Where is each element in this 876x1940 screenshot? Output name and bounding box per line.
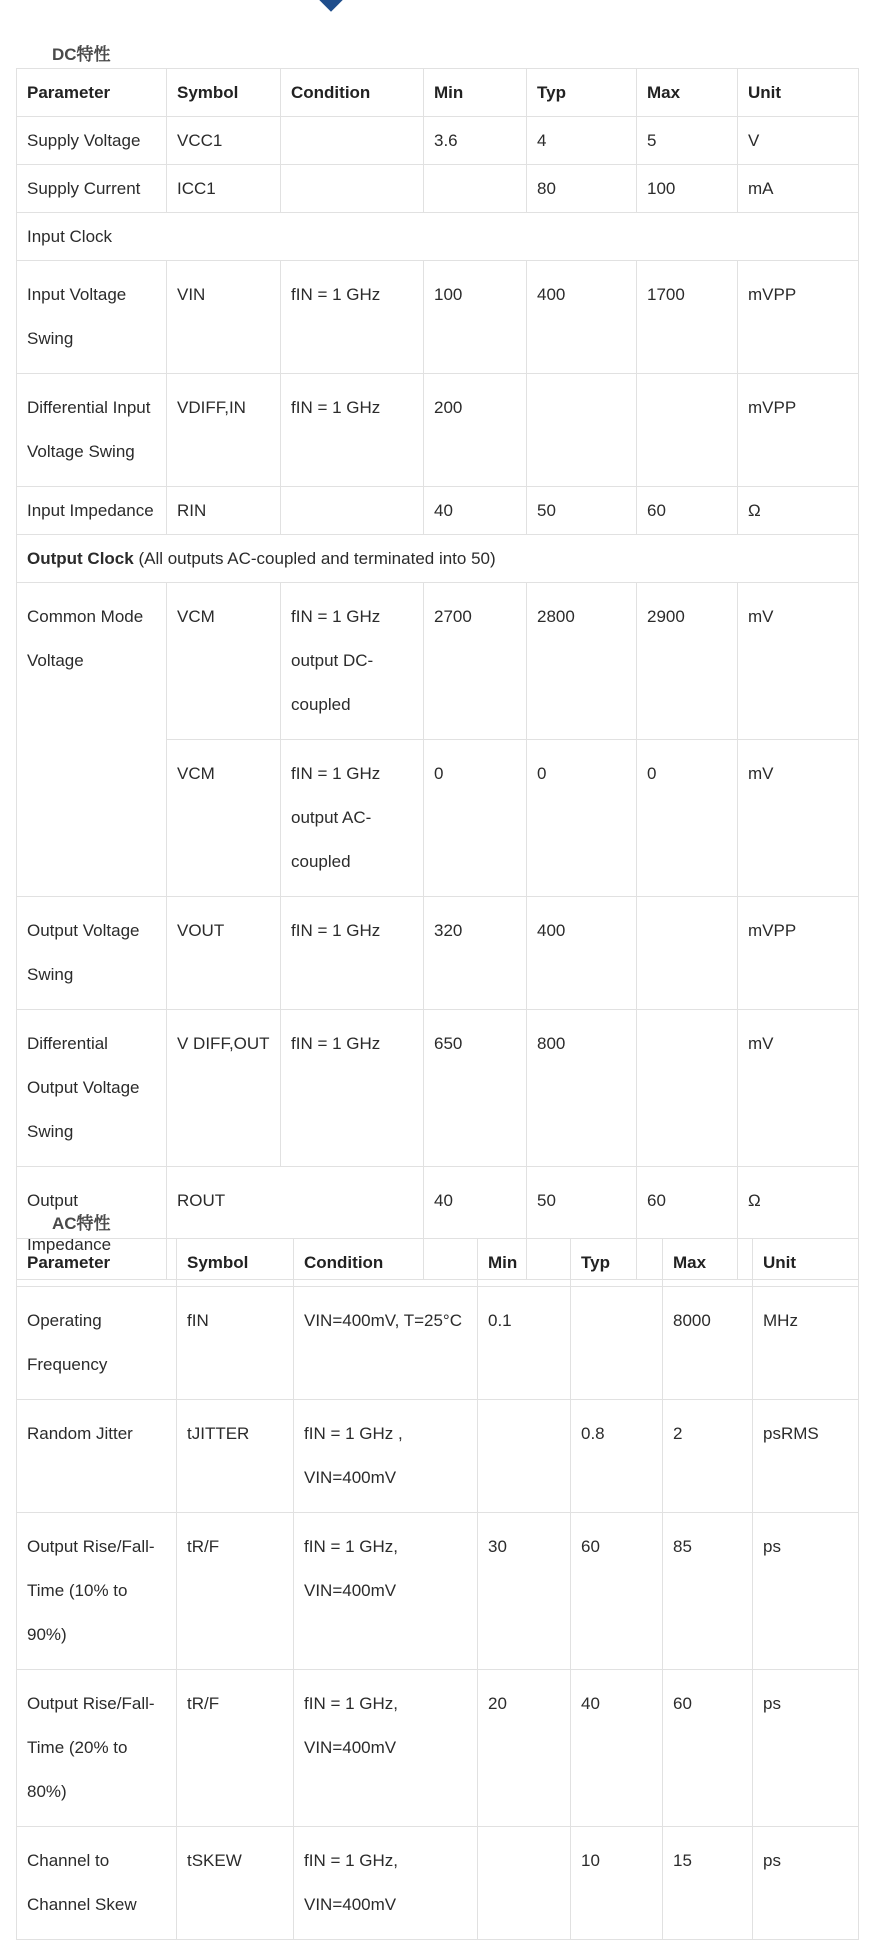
header-cell: Symbol: [167, 69, 281, 117]
table-cell: 800: [527, 1010, 637, 1167]
table-cell: Output Impedance: [17, 1167, 167, 1280]
table-header-row: [17, 1239, 859, 1287]
ac-spec-table: [16, 1238, 859, 1940]
table-cell: 60: [637, 1167, 738, 1280]
table-cell: 5: [637, 117, 738, 165]
table-cell: psRMS: [753, 1400, 859, 1513]
table-cell: fIN = 1 GHz: [281, 374, 424, 487]
table-cell: 30: [478, 1513, 571, 1670]
section-row-input-clock: [17, 213, 859, 261]
table-row: [17, 1287, 859, 1400]
table-cell: VIN: [167, 261, 281, 374]
table-cell: 2800: [527, 583, 637, 740]
table-cell: mV: [738, 1010, 859, 1167]
table-cell: ps: [753, 1513, 859, 1670]
table-cell: MHz: [753, 1287, 859, 1400]
table-cell: 650: [424, 1010, 527, 1167]
table-cell: 320: [424, 897, 527, 1010]
table-cell: Operating Frequency: [17, 1287, 177, 1400]
table-cell: 40: [571, 1670, 663, 1827]
table-row: [17, 1010, 859, 1167]
dc-spec-table: [16, 68, 859, 1280]
table-cell: [281, 117, 424, 165]
table-cell: Ω: [738, 487, 859, 535]
table-cell: 2: [663, 1400, 753, 1513]
table-cell: fIN = 1 GHz, VIN=400mV: [294, 1670, 478, 1827]
table-cell: mVPP: [738, 374, 859, 487]
table-cell: [571, 1287, 663, 1400]
table-cell: Input Impedance: [17, 487, 167, 535]
table-cell: 50: [527, 1167, 637, 1280]
table-cell: 0: [424, 740, 527, 897]
table-cell: VDIFF,IN: [167, 374, 281, 487]
table-cell: ICC1: [167, 165, 281, 213]
table-cell: [637, 374, 738, 487]
table-cell: [637, 897, 738, 1010]
table-cell: Input Voltage Swing: [17, 261, 167, 374]
table-cell: Channel to Channel Skew: [17, 1827, 177, 1940]
header-cell: Unit: [738, 69, 859, 117]
header-cell: Min: [478, 1239, 571, 1287]
table-cell: 8000: [663, 1287, 753, 1400]
table-cell: 0.8: [571, 1400, 663, 1513]
table-cell: 100: [637, 165, 738, 213]
table-cell: fIN = 1 GHz output DC-coupled: [281, 583, 424, 740]
table-cell: mVPP: [738, 897, 859, 1010]
table-cell: [527, 374, 637, 487]
table-cell: 0: [637, 740, 738, 897]
table-cell: [281, 487, 424, 535]
section-note: (All outputs AC-coupled and terminated into 50): [133, 549, 496, 568]
table-cell: 1700: [637, 261, 738, 374]
table-cell: 20: [478, 1670, 571, 1827]
table-row: [17, 165, 859, 213]
table-cell: Random Jitter: [17, 1400, 177, 1513]
table-cell: fIN = 1 GHz: [281, 897, 424, 1010]
table-cell: ps: [753, 1670, 859, 1827]
dc-section-title: DC特性: [52, 45, 111, 64]
table-cell: 40: [424, 1167, 527, 1280]
table-cell: fIN = 1 GHz: [281, 261, 424, 374]
table-cell: 15: [663, 1827, 753, 1940]
table-cell: 3.6: [424, 117, 527, 165]
table-cell: mV: [738, 583, 859, 740]
table-cell: tJITTER: [177, 1400, 294, 1513]
table-header-row: [17, 69, 859, 117]
table-cell: VOUT: [167, 897, 281, 1010]
header-cell: Parameter: [17, 1239, 177, 1287]
table-row: [17, 1400, 859, 1513]
table-cell: Supply Voltage: [17, 117, 167, 165]
table-cell: tR/F: [177, 1670, 294, 1827]
table-cell: Differential Input Voltage Swing: [17, 374, 167, 487]
ac-section-title: AC特性: [52, 1214, 111, 1233]
table-cell: Output Rise/Fall-Time (10% to 90%): [17, 1513, 177, 1670]
table-cell: [637, 1010, 738, 1167]
table-cell: mV: [738, 740, 859, 897]
table-row: [17, 1513, 859, 1670]
table-cell: V: [738, 117, 859, 165]
table-cell: 0.1: [478, 1287, 571, 1400]
table-cell: RIN: [167, 487, 281, 535]
table-cell: mA: [738, 165, 859, 213]
table-cell: Output Voltage Swing: [17, 897, 167, 1010]
table-cell: Ω: [738, 1167, 859, 1280]
table-cell: 50: [527, 487, 637, 535]
table-cell: VCM: [167, 583, 281, 740]
header-cell: Max: [663, 1239, 753, 1287]
table-cell: VCM: [167, 740, 281, 897]
header-cell: Parameter: [17, 69, 167, 117]
table-cell: fIN = 1 GHz: [281, 1010, 424, 1167]
header-cell: Condition: [281, 69, 424, 117]
table-cell: tSKEW: [177, 1827, 294, 1940]
table-cell: fIN = 1 GHz, VIN=400mV: [294, 1827, 478, 1940]
header-cell: Unit: [753, 1239, 859, 1287]
section-label: Output Clock: [27, 549, 134, 568]
header-cell: Max: [637, 69, 738, 117]
top-arrow-indicator: [318, 0, 343, 12]
section-row-output-clock: [17, 535, 859, 583]
table-cell: Output Rise/Fall-Time (20% to 80%): [17, 1670, 177, 1827]
header-cell: Condition: [294, 1239, 478, 1287]
table-cell: [478, 1827, 571, 1940]
table-cell: ps: [753, 1827, 859, 1940]
table-row: [17, 897, 859, 1010]
table-cell: 60: [637, 487, 738, 535]
table-cell: tR/F: [177, 1513, 294, 1670]
table-cell: 2900: [637, 583, 738, 740]
table-row: [17, 1827, 859, 1940]
table-row: [17, 487, 859, 535]
table-cell: Supply Current: [17, 165, 167, 213]
table-cell: Common Mode Voltage: [17, 583, 167, 897]
table-row: [17, 1670, 859, 1827]
table-cell: fIN = 1 GHz, VIN=400mV: [294, 1513, 478, 1670]
table-cell: 60: [571, 1513, 663, 1670]
table-cell: 0: [527, 740, 637, 897]
header-cell: Symbol: [177, 1239, 294, 1287]
table-cell: 10: [571, 1827, 663, 1940]
table-cell: fIN: [177, 1287, 294, 1400]
table-row: [17, 117, 859, 165]
table-cell: Differential Output Voltage Swing: [17, 1010, 167, 1167]
table-cell: 100: [424, 261, 527, 374]
table-cell: VIN=400mV, T=25°C: [294, 1287, 478, 1400]
table-cell: fIN = 1 GHz , VIN=400mV: [294, 1400, 478, 1513]
section-cell: [17, 535, 859, 583]
section-label: Input Clock: [17, 213, 859, 261]
table-cell: V DIFF,OUT: [167, 1010, 281, 1167]
table-cell: [281, 165, 424, 213]
table-row: [17, 261, 859, 374]
table-cell: ROUT: [167, 1167, 424, 1280]
table-cell: 4: [527, 117, 637, 165]
table-cell: 400: [527, 897, 637, 1010]
table-row: [17, 374, 859, 487]
header-cell: Min: [424, 69, 527, 117]
table-cell: mVPP: [738, 261, 859, 374]
table-cell: 200: [424, 374, 527, 487]
table-cell: VCC1: [167, 117, 281, 165]
table-cell: 85: [663, 1513, 753, 1670]
header-cell: Typ: [527, 69, 637, 117]
table-cell: 40: [424, 487, 527, 535]
table-cell: 80: [527, 165, 637, 213]
table-cell: 400: [527, 261, 637, 374]
table-cell: [424, 165, 527, 213]
table-row: [17, 583, 859, 740]
header-cell: Typ: [571, 1239, 663, 1287]
table-cell: 2700: [424, 583, 527, 740]
table-cell: 60: [663, 1670, 753, 1827]
table-cell: [478, 1400, 571, 1513]
table-cell: fIN = 1 GHz output AC-coupled: [281, 740, 424, 897]
